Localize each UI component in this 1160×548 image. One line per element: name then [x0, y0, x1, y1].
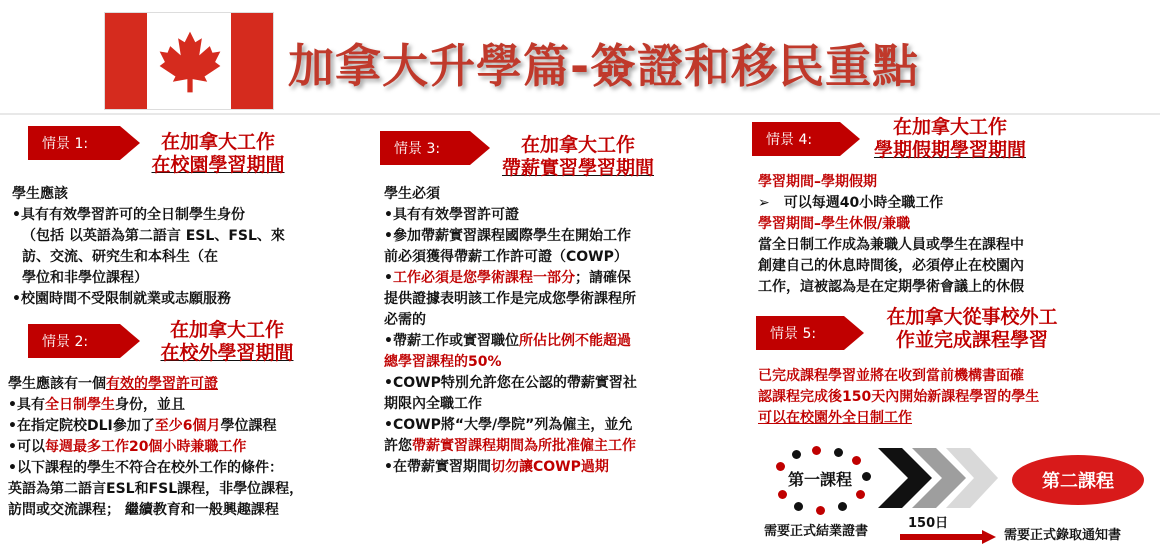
s3-line: 總學習課程的50%	[384, 354, 502, 370]
title-divider	[0, 113, 1160, 115]
days-label: 150日	[908, 516, 949, 531]
scenario-1-heading	[138, 131, 298, 177]
scenario-3-heading-line1: 在加拿大工作	[520, 134, 635, 156]
s4-line: 學習期間–學生休假/兼職	[758, 216, 911, 232]
s3-line: •在帶薪實習期間切勿讓COWP過期	[384, 459, 609, 475]
scenario-4-body	[758, 172, 1024, 298]
scenario-3-tag: 情景 3:	[380, 131, 470, 165]
course-2-badge: 第二課程	[1012, 455, 1144, 505]
scenario-5-heading	[856, 306, 1088, 352]
s4-line: 創建自己的休息時間後，必須停止在校園內	[758, 258, 1024, 274]
scenario-2-heading-line2: 在校外學習期間	[160, 342, 294, 364]
s1-line: （包括 以英語為第二語言 ESL、FSL、來	[22, 228, 285, 244]
s5-line: 可以在校園外全日制工作	[758, 410, 912, 426]
s1-line: 訪、交流、研究生和本科生（在	[22, 249, 218, 265]
scenario-2-heading	[144, 319, 310, 365]
scenario-4-heading-line1: 在加拿大工作	[892, 116, 1007, 138]
s3-line: •工作必須是您學術課程一部分；請確保	[384, 270, 631, 286]
scenario-3-heading	[488, 134, 668, 180]
s3-line: 許您帶薪實習課程期間為所批准僱主工作	[384, 438, 636, 454]
s2-line: •在指定院校DLI參加了至少6個月學位課程	[8, 418, 277, 434]
page-title: 加拿大升學篇-簽證和移民重點	[288, 39, 920, 93]
s3-line: •COWP特別允許您在公認的帶薪實習社	[384, 375, 637, 391]
scenario-2-tag: 情景 2:	[28, 324, 120, 358]
s5-line: 認課程完成後150天內開始新課程學習的學生	[758, 389, 1040, 405]
s2-line: 英語為第二語言ESL和FSL課程，非學位課程，	[8, 481, 304, 497]
s4-line: ➢ 可以每週40小時全職工作	[758, 195, 944, 211]
s3-line: 學生必須	[384, 186, 440, 202]
scenario-2-body	[8, 374, 303, 521]
maple-leaf-icon	[157, 29, 223, 95]
s3-line: •帶薪工作或實習職位所佔比例不能超過	[384, 333, 631, 349]
scenario-1-heading-line1: 在加拿大工作	[160, 131, 275, 153]
scenario-1-heading-line2: 在校園學習期間	[151, 154, 285, 176]
s2-line: 訪問或交流課程； 繼續教育和一般興趣課程	[8, 502, 279, 518]
s3-line: •COWP將“大學/學院”列為僱主，並允	[384, 417, 633, 433]
scenario-5-heading-line2: 作並完成課程學習	[895, 329, 1048, 351]
s1-line: 學生應該	[12, 186, 68, 202]
s3-line: 前必須獲得帶薪工作許可證（COWP）	[384, 249, 628, 265]
s2-line: •可以每週最多工作20個小時兼職工作	[8, 439, 247, 455]
scenario-4-tag: 情景 4:	[752, 122, 840, 156]
scenario-4-heading	[852, 116, 1048, 162]
flag-red-bar-left	[105, 13, 147, 109]
scenario-4-heading-line2: 學期假期學習期間	[873, 139, 1026, 161]
s3-line: 必需的	[384, 312, 426, 328]
s3-line: •參加帶薪實習課程國際學生在開始工作	[384, 228, 631, 244]
scenario-5-heading-line1: 在加拿大從事校外工	[886, 306, 1058, 328]
course-1-label: 第一課程	[788, 470, 853, 489]
s4-line: 當全日制工作成為兼職人員或學生在課程中	[758, 237, 1024, 253]
scenario-3-body	[384, 184, 637, 478]
scenario-1-tag: 情景 1:	[28, 126, 120, 160]
s4-line: 工作，這被認為是在定期學術會議上的休假	[758, 279, 1024, 295]
scenario-3-heading-line2: 帶薪實習學習期間	[501, 157, 654, 179]
s1-line: 學位和非學位課程）	[22, 270, 148, 286]
arrow-right-icon	[900, 530, 996, 544]
canada-flag	[104, 12, 274, 110]
s5-line: 已完成課程學習並將在收到當前機構書面確	[758, 368, 1024, 384]
s2-line: •具有全日制學生身份，並且	[8, 397, 185, 413]
s3-line: 提供證據表明該工作是完成您學術課程所	[384, 291, 636, 307]
s1-line: •具有有效學習許可的全日制學生身份	[12, 207, 245, 223]
course-2-caption: 需要正式錄取通知書	[1004, 528, 1122, 543]
scenario-2-heading-line1: 在加拿大工作	[169, 319, 284, 341]
s3-line: 期限內全職工作	[384, 396, 482, 412]
course-1-caption: 需要正式結業證書	[764, 524, 869, 539]
scenario-5-body	[758, 366, 1039, 429]
chevron-arrows-icon	[878, 448, 998, 508]
s1-line: •校園時間不受限制就業或志願服務	[12, 291, 231, 307]
flag-red-bar-right	[231, 13, 273, 109]
s2-line: •以下課程的學生不符合在校外工作的條件：	[8, 460, 283, 476]
s2-line: 學生應該有一個有效的學習許可證	[8, 376, 218, 392]
scenario-1-body	[12, 184, 285, 310]
s3-line: •具有有效學習許可證	[384, 207, 519, 223]
scenario-5-tag: 情景 5:	[756, 316, 844, 350]
s4-line: 學習期間–學期假期	[758, 174, 877, 190]
